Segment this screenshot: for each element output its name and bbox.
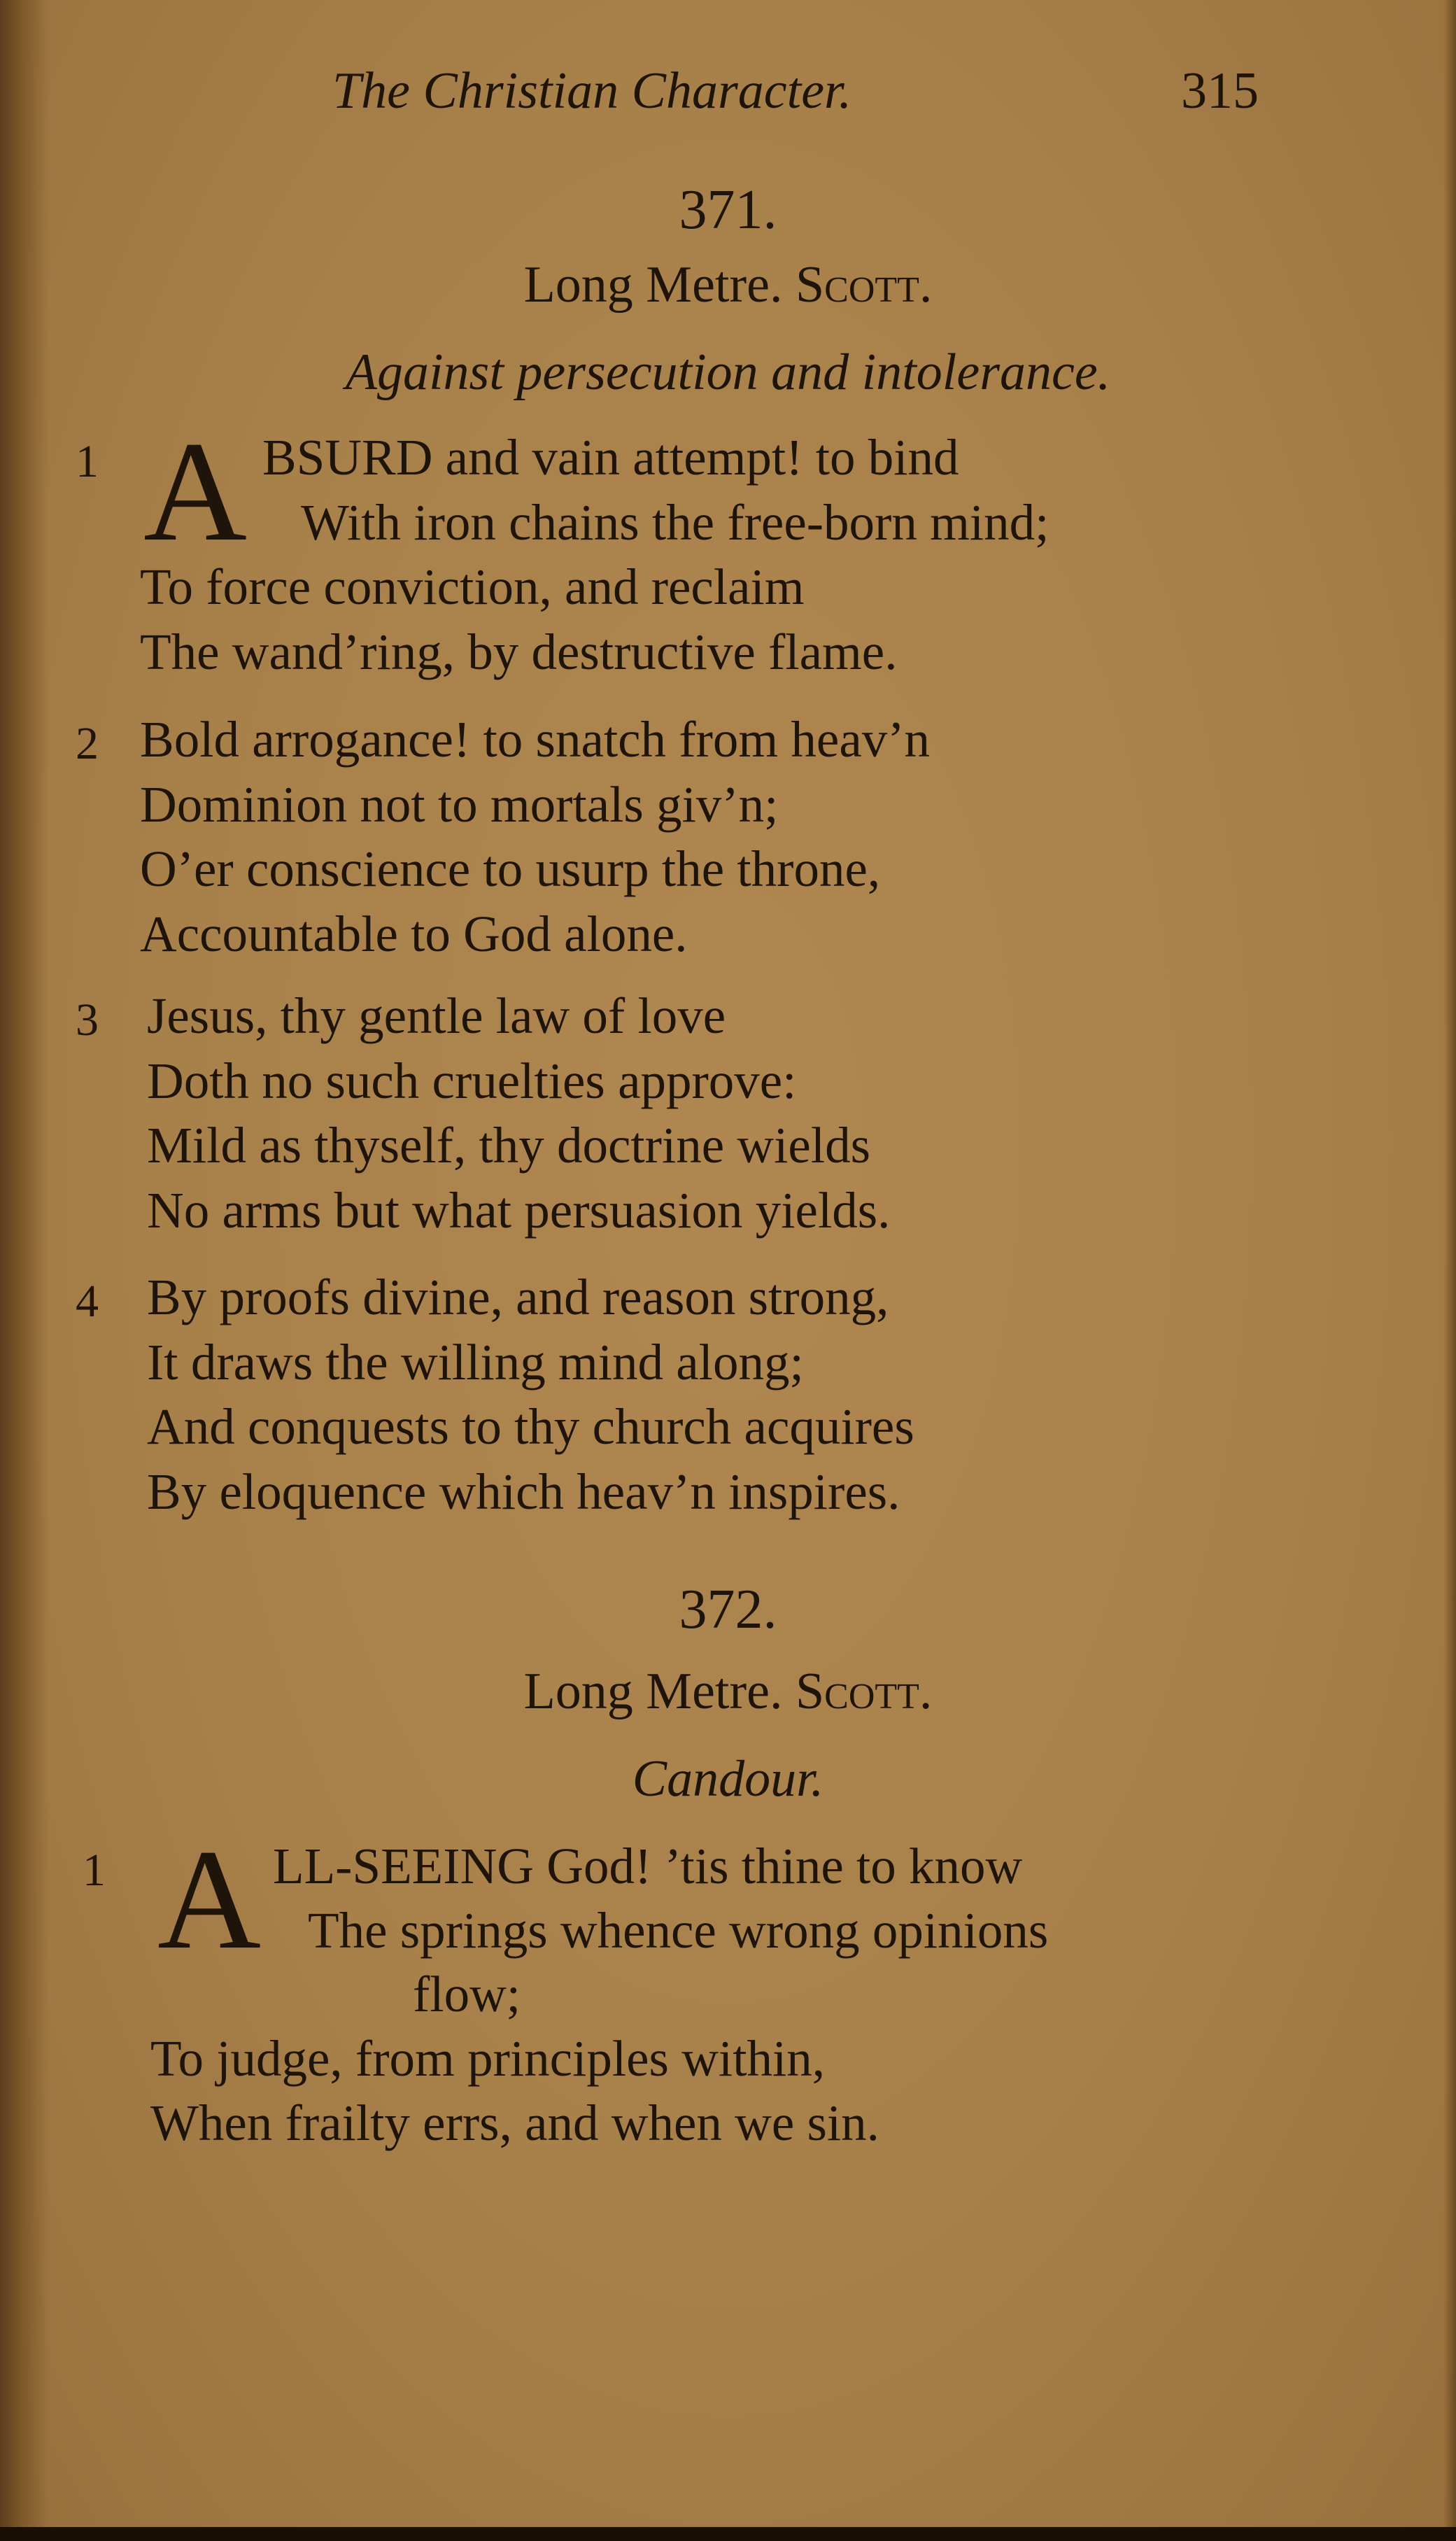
verse-line: To force conviction, and reclaim [140,558,805,615]
running-header [0,62,1456,125]
meter-line [0,255,1456,315]
hymn-author: Scott. [795,256,933,314]
verse-line: Doth no such cruelties approve: [147,1053,797,1109]
verse-line: With iron chains the free-born mind; [301,494,1049,551]
hymn-author: Scott. [795,1663,933,1720]
verse-line: The wand’ring, by destructive flame. [140,624,898,680]
hymn-number: 372. [679,1579,777,1640]
verse-line: And conquests to thy church acquires [147,1398,914,1455]
meter: Long Metre. [523,1663,783,1720]
page-bottom-edge [0,2527,1456,2541]
hymn-subject: Against persecution and intolerance. [345,344,1111,401]
verse-line: O’er conscience to usurp the throne, [140,840,881,897]
verse-line: BSURD and vain attempt! to bind [262,429,959,486]
verse-line: Mild as thyself, thy doctrine wields [147,1117,871,1174]
verse-line: By eloquence which heav’n inspires. [147,1463,900,1520]
verse-line: Accountable to God alone. [140,906,688,962]
page-number: 315 [1181,62,1259,120]
verse-line: When frailty errs, and when we sin. [150,2095,879,2151]
verse-number: 4 [76,1276,99,1327]
verse-line: By proofs divine, and reason strong, [147,1269,889,1325]
verse-line: Bold arrogance! to snatch from heav’n [140,711,931,768]
verse-line: No arms but what persuasion yields. [147,1182,891,1239]
verse-line: Dominion not to mortals giv’n; [140,776,779,833]
verse-line: The springs whence wrong opinions [308,1902,1049,1959]
verse-number: 2 [76,718,99,769]
hymn-subject: Candour. [632,1750,824,1808]
verse-line: To judge, from principles within, [150,2030,826,2087]
verse-line: LL-SEEING God! ’tis thine to know [273,1838,1023,1894]
verse-number: 3 [76,994,99,1046]
verse-line: flow; [413,1966,521,2022]
drop-cap: A [157,1820,262,1979]
verse-number: 1 [76,436,99,487]
running-title: The Christian Character. [332,62,852,120]
meter-line [0,1662,1456,1722]
drop-cap: A [143,412,248,571]
meter: Long Metre. [523,256,783,314]
verse-line: It draws the willing mind along; [147,1334,804,1391]
verse-number: 1 [83,1845,106,1896]
verse-line: Jesus, thy gentle law of love [147,987,726,1044]
hymn-number: 371. [679,179,777,241]
